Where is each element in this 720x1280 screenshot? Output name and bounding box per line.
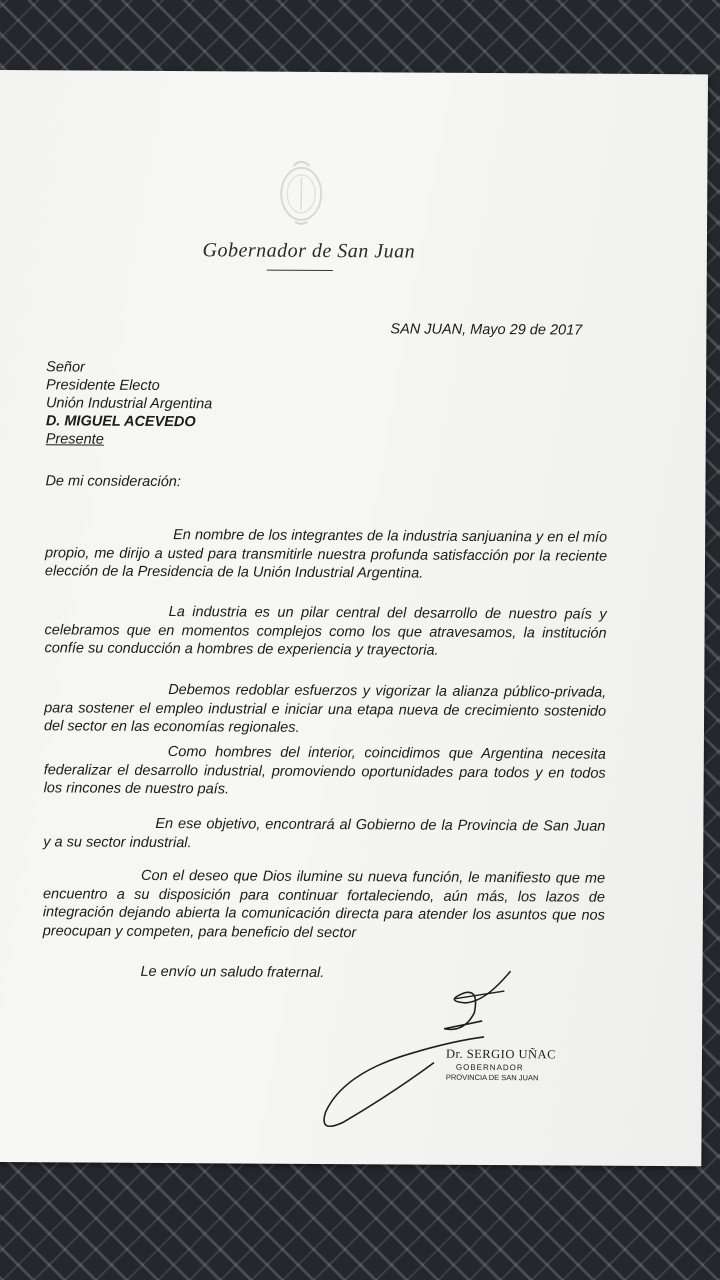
body-paragraph: En nombre de los integrantes de la industria sanjuanina y en el mío propio, me dirijo a usted para transmitirle nuestra profunda satisfacción por la reciente elección de la Presidencia de la Unión Industrial Argentina. [44, 527, 608, 582]
letterhead-divider [267, 270, 333, 271]
salutation: De mi consideración: [45, 473, 181, 491]
body-paragraph: La industria es un pilar central del desarrollo de nuestro país y celebramos que en momentos complejos como los que atravesamos, la institución confíe su conducción a hombres de experiencia y trayectoria. [44, 604, 607, 659]
recipient-presente: Presente [45, 431, 104, 448]
recipient-line: Señor [46, 359, 85, 376]
body-paragraph: En ese objetivo, encontrará al Gobierno de la Provincia de San Juan y a su sector industrial. [43, 815, 606, 851]
recipient-line: Presidente Electo [46, 377, 160, 394]
signer-title: GOBERNADOR [455, 1062, 524, 1073]
recipient-block [46, 358, 213, 449]
body-paragraph: Como hombres del interior, coincidimos que Argentina necesita federalizar el desarrollo industrial, promoviendo oportunidades para todos y en todos los rincones de nuestro país. [43, 744, 606, 798]
closing-line: Le envío un saludo fraternal. [140, 963, 325, 981]
signer-name: Dr. SERGIO UÑAC [445, 1046, 556, 1062]
date-line: SAN JUAN, Mayo 29 de 2017 [390, 321, 583, 339]
letterhead-office-title: Gobernador de San Juan [202, 239, 416, 263]
recipient-name: D. MIGUEL ACEVEDO [45, 413, 196, 431]
recipient-line: Unión Industrial Argentina [45, 395, 213, 413]
letter-paper [0, 70, 708, 1166]
signer-province: PROVINCIA DE SAN JUAN [445, 1072, 539, 1083]
body-paragraph: Debemos redoblar esfuerzos y vigorizar la alianza público-privada, para sostener el empleo industrial e iniciar una etapa nueva de crecimiento sostenido del sector en las economías regionales. [43, 682, 607, 736]
body-paragraph: Con el deseo que Dios ilumine su nueva función, le manifiesto que me encuentro a su disposición para continuar fortaleciendo, aún más, los lazos de integración dejando abierta la comunicación directa para atender los asuntos que nos preocupan y competen, para beneficio del sector [42, 867, 606, 941]
embossed-crest-icon [271, 156, 331, 228]
